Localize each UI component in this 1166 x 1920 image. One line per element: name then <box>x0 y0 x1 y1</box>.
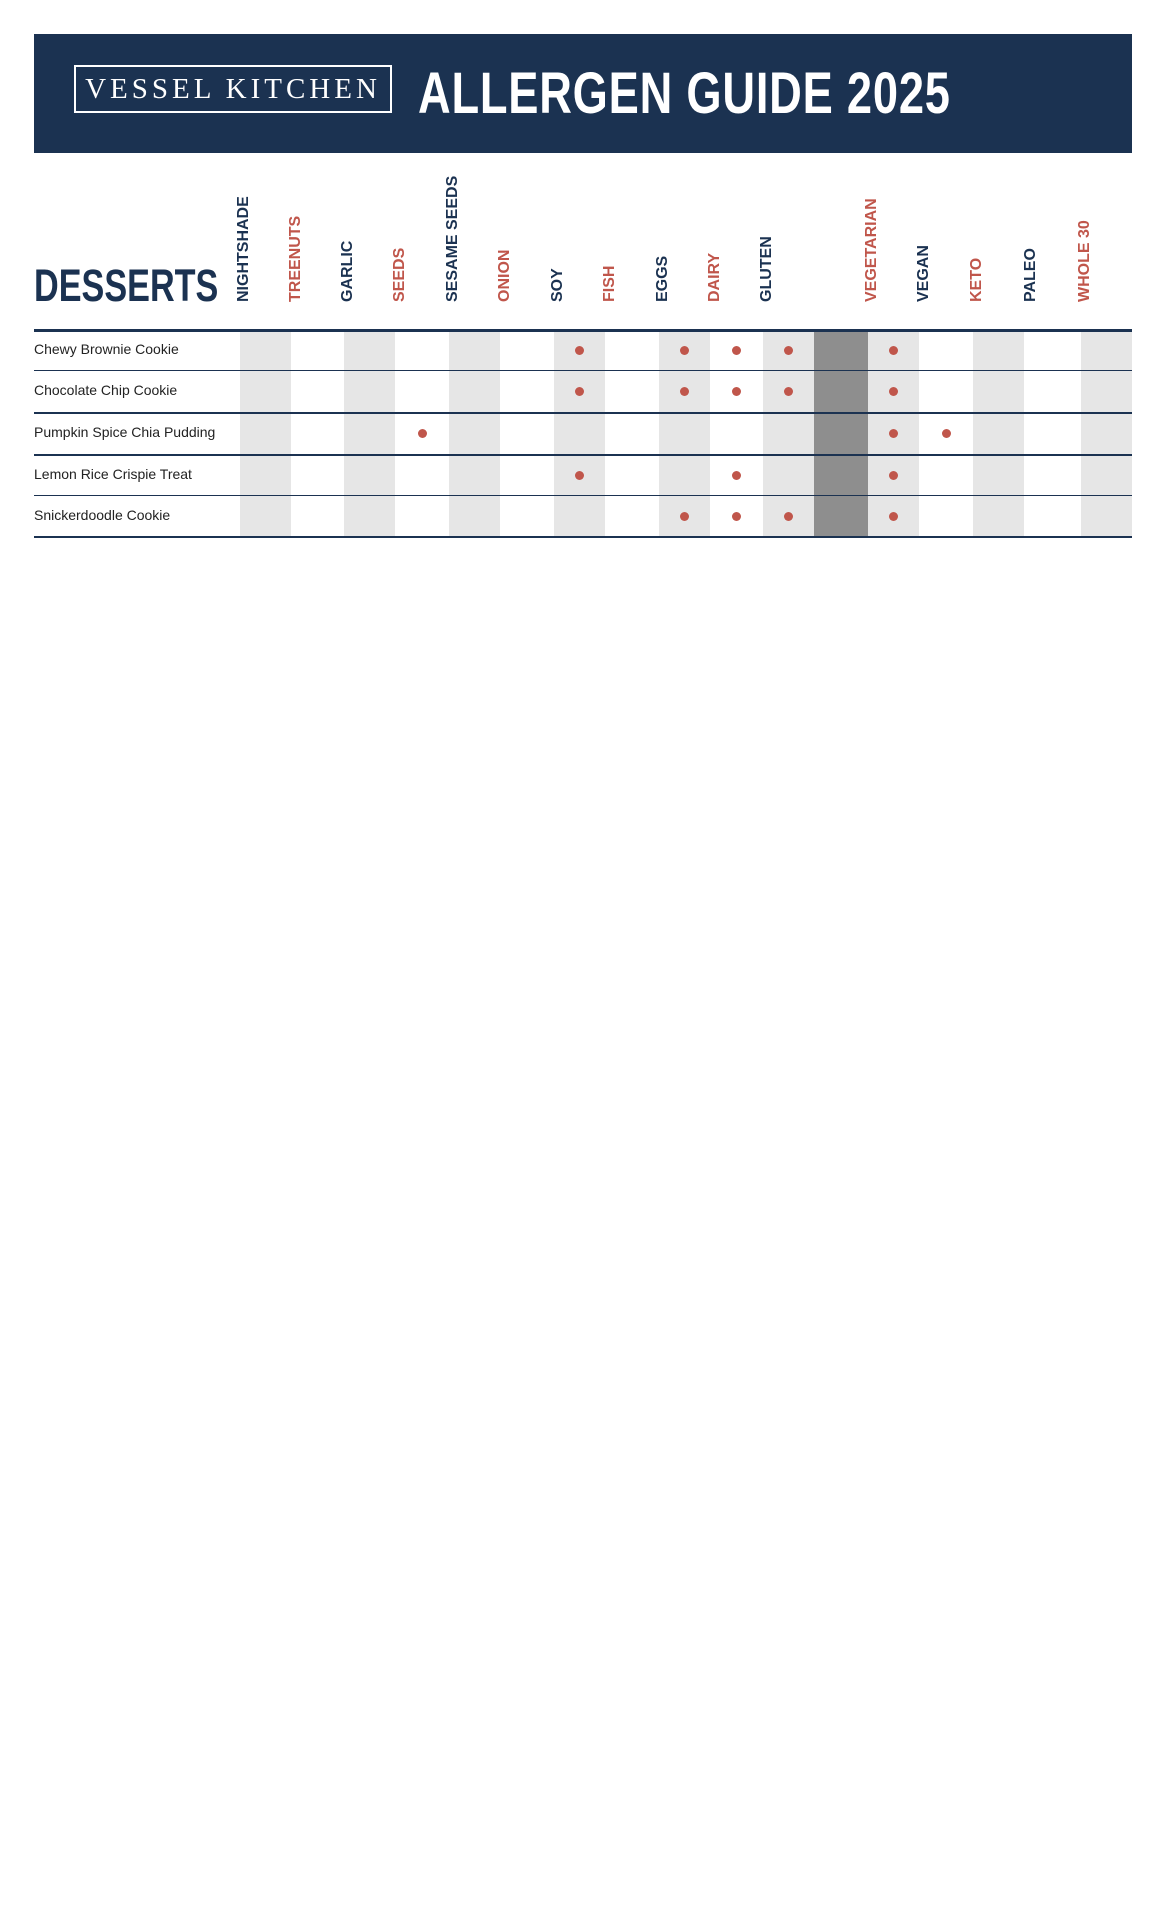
column-header-label: EGGS <box>653 255 671 302</box>
row-divider <box>34 536 1132 538</box>
allergen-dot <box>575 346 584 355</box>
column-header-label: ONION <box>496 249 513 302</box>
allergen-dot <box>575 471 584 480</box>
column-divider <box>814 331 868 537</box>
column-header-label: VEGETARIAN <box>862 198 880 302</box>
allergen-dot <box>680 512 689 521</box>
column-header-label: DAIRY <box>705 252 723 302</box>
row-label: Lemon Rice Crispie Treat <box>34 466 192 482</box>
column-shade <box>973 331 1024 537</box>
column-header-label: SEEDS <box>391 247 408 302</box>
page-title: ALLERGEN GUIDE 2025 <box>418 61 951 126</box>
allergen-dot <box>889 512 898 521</box>
column-header-label: GLUTEN <box>757 236 775 302</box>
allergen-dot <box>889 387 898 396</box>
row-label: Snickerdoodle Cookie <box>34 507 171 523</box>
allergen-dot <box>889 471 898 480</box>
allergen-dot <box>732 471 741 480</box>
column-header-label: FISH <box>601 265 618 302</box>
column-shade <box>344 331 395 537</box>
allergen-dot <box>680 346 689 355</box>
column-shade <box>659 331 710 537</box>
row-divider <box>34 412 1132 414</box>
column-header-label: GARLIC <box>338 240 356 302</box>
column-shade <box>449 331 500 537</box>
column-shade <box>240 331 291 537</box>
column-header-label: VEGAN <box>915 245 932 302</box>
row-divider <box>34 454 1132 456</box>
row-divider <box>34 370 1132 371</box>
column-header-label: SOY <box>548 268 566 302</box>
column-header-label: TREENUTS <box>286 215 304 302</box>
row-label: Pumpkin Spice Chia Pudding <box>34 424 216 440</box>
column-shade <box>554 331 605 537</box>
allergen-dot <box>418 429 427 438</box>
column-header-label: SESAME SEEDS <box>443 175 461 302</box>
allergen-dot <box>732 346 741 355</box>
column-header-label: PALEO <box>1021 248 1039 302</box>
allergen-dot <box>732 387 741 396</box>
column-header-label: KETO <box>967 257 985 302</box>
allergen-dot <box>784 387 793 396</box>
row-label: Chewy Brownie Cookie <box>34 341 179 357</box>
allergen-dot <box>784 512 793 521</box>
allergen-dot <box>680 387 689 396</box>
allergen-dot <box>889 429 898 438</box>
column-header-label: NIGHTSHADE <box>234 196 252 302</box>
row-label: Chocolate Chip Cookie <box>34 382 178 398</box>
allergen-dot <box>784 346 793 355</box>
allergen-dot <box>942 429 951 438</box>
column-shade <box>1081 331 1132 537</box>
allergen-dot <box>575 387 584 396</box>
brand-logo: VESSEL KITCHEN <box>74 65 392 113</box>
allergen-dot <box>732 512 741 521</box>
column-header-label: WHOLE 30 <box>1075 220 1093 302</box>
column-shade <box>763 331 814 537</box>
allergen-dot <box>889 346 898 355</box>
row-divider <box>34 329 1132 332</box>
row-divider <box>34 495 1132 496</box>
header-banner <box>34 34 1132 153</box>
section-title: DESSERTS <box>34 260 219 311</box>
